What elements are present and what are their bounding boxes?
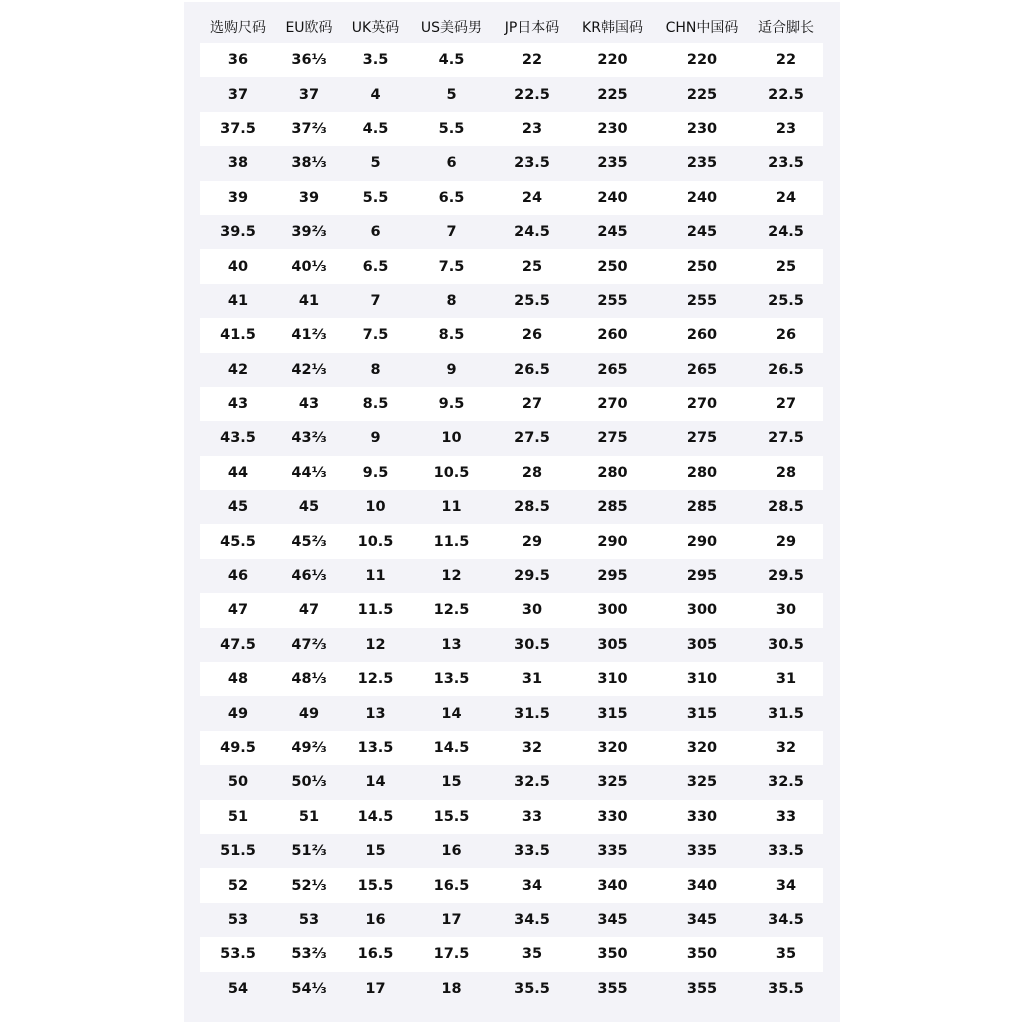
cell-uk-size: 5.5 [342,181,409,215]
cell-kr-size: 345 [570,903,655,937]
cell-selected-size: 38 [200,146,276,180]
table-row [200,284,823,318]
cell-chn-size: 270 [655,387,749,421]
cell-foot-length: 23.5 [749,146,823,180]
cell-selected-size: 43.5 [200,421,276,455]
cell-jp-size: 26 [494,318,570,352]
table-row [200,903,823,937]
cell-eu-size: 52⅓ [276,868,342,902]
cell-us-men-size: 17.5 [409,937,494,971]
cell-selected-size: 45.5 [200,524,276,558]
cell-chn-size: 260 [655,318,749,352]
cell-selected-size: 51 [200,800,276,834]
header-cell-chn-size: CHN中国码 [665,19,739,36]
cell-eu-size: 49 [276,696,342,730]
cell-us-men-size: 4.5 [409,43,494,77]
cell-eu-size: 54⅓ [276,972,342,1006]
cell-us-men-size: 8.5 [409,318,494,352]
cell-eu-size: 51⅔ [276,834,342,868]
cell-jp-size: 31 [494,662,570,696]
cell-us-men-size: 15 [409,765,494,799]
cell-foot-length: 29 [749,524,823,558]
table-row [200,662,823,696]
cell-foot-length: 32 [749,731,823,765]
table-row [200,353,823,387]
cell-eu-size: 49⅔ [276,731,342,765]
cell-selected-size: 47 [200,593,276,627]
header-cell-jp-size: JP日本码 [504,19,560,36]
cell-jp-size: 23 [494,112,570,146]
cell-foot-length: 27.5 [749,421,823,455]
cell-us-men-size: 12 [409,559,494,593]
cell-uk-size: 4 [342,77,409,111]
cell-jp-size: 35 [494,937,570,971]
cell-us-men-size: 14.5 [409,731,494,765]
cell-eu-size: 50⅓ [276,765,342,799]
cell-foot-length: 28.5 [749,490,823,524]
cell-eu-size: 47⅔ [276,628,342,662]
cell-us-men-size: 11.5 [409,524,494,558]
cell-jp-size: 24 [494,181,570,215]
cell-jp-size: 25 [494,249,570,283]
cell-us-men-size: 15.5 [409,800,494,834]
table-row [200,456,823,490]
cell-foot-length: 34.5 [749,903,823,937]
cell-uk-size: 6 [342,215,409,249]
cell-uk-size: 10.5 [342,524,409,558]
table-row [200,77,823,111]
cell-selected-size: 45 [200,490,276,524]
cell-foot-length: 34 [749,868,823,902]
table-row [200,181,823,215]
cell-foot-length: 26 [749,318,823,352]
cell-jp-size: 33 [494,800,570,834]
cell-foot-length: 33.5 [749,834,823,868]
cell-jp-size: 33.5 [494,834,570,868]
cell-uk-size: 15.5 [342,868,409,902]
cell-uk-size: 11.5 [342,593,409,627]
cell-uk-size: 11 [342,559,409,593]
cell-kr-size: 320 [570,731,655,765]
cell-kr-size: 270 [570,387,655,421]
cell-chn-size: 275 [655,421,749,455]
table-row [200,387,823,421]
cell-chn-size: 285 [655,490,749,524]
cell-jp-size: 30.5 [494,628,570,662]
cell-uk-size: 12.5 [342,662,409,696]
cell-chn-size: 220 [655,43,749,77]
table-row [200,421,823,455]
table-row [200,868,823,902]
cell-us-men-size: 5.5 [409,112,494,146]
cell-chn-size: 355 [655,972,749,1006]
cell-uk-size: 9.5 [342,456,409,490]
cell-selected-size: 51.5 [200,834,276,868]
cell-kr-size: 285 [570,490,655,524]
table-row [200,834,823,868]
table-row [200,731,823,765]
cell-us-men-size: 11 [409,490,494,524]
cell-foot-length: 30 [749,593,823,627]
header-cell-kr-size: KR韩国码 [582,19,643,36]
header-cell-eu-size: EU欧码 [285,19,333,36]
cell-eu-size: 38⅓ [276,146,342,180]
cell-kr-size: 305 [570,628,655,662]
cell-us-men-size: 16.5 [409,868,494,902]
table-row [200,937,823,971]
cell-eu-size: 51 [276,800,342,834]
table-row [200,593,823,627]
cell-jp-size: 22.5 [494,77,570,111]
cell-chn-size: 320 [655,731,749,765]
cell-kr-size: 300 [570,593,655,627]
cell-selected-size: 49.5 [200,731,276,765]
cell-foot-length: 32.5 [749,765,823,799]
table-row [200,249,823,283]
cell-selected-size: 39.5 [200,215,276,249]
cell-eu-size: 37 [276,77,342,111]
cell-uk-size: 10 [342,490,409,524]
cell-jp-size: 29.5 [494,559,570,593]
cell-selected-size: 49 [200,696,276,730]
cell-chn-size: 240 [655,181,749,215]
cell-uk-size: 16.5 [342,937,409,971]
cell-us-men-size: 14 [409,696,494,730]
cell-jp-size: 28 [494,456,570,490]
cell-selected-size: 50 [200,765,276,799]
cell-eu-size: 48⅓ [276,662,342,696]
cell-selected-size: 47.5 [200,628,276,662]
cell-us-men-size: 8 [409,284,494,318]
cell-foot-length: 25 [749,249,823,283]
cell-jp-size: 29 [494,524,570,558]
cell-us-men-size: 7 [409,215,494,249]
cell-selected-size: 52 [200,868,276,902]
cell-eu-size: 42⅓ [276,353,342,387]
cell-eu-size: 45⅔ [276,524,342,558]
table-row [200,800,823,834]
cell-foot-length: 26.5 [749,353,823,387]
cell-chn-size: 315 [655,696,749,730]
cell-chn-size: 235 [655,146,749,180]
cell-chn-size: 300 [655,593,749,627]
cell-kr-size: 220 [570,43,655,77]
cell-selected-size: 42 [200,353,276,387]
cell-jp-size: 23.5 [494,146,570,180]
cell-selected-size: 53.5 [200,937,276,971]
cell-kr-size: 355 [570,972,655,1006]
cell-uk-size: 8 [342,353,409,387]
cell-chn-size: 255 [655,284,749,318]
cell-chn-size: 340 [655,868,749,902]
cell-kr-size: 260 [570,318,655,352]
cell-kr-size: 340 [570,868,655,902]
cell-kr-size: 350 [570,937,655,971]
cell-us-men-size: 16 [409,834,494,868]
cell-kr-size: 265 [570,353,655,387]
cell-foot-length: 31.5 [749,696,823,730]
cell-kr-size: 250 [570,249,655,283]
cell-jp-size: 34 [494,868,570,902]
cell-us-men-size: 13.5 [409,662,494,696]
cell-selected-size: 46 [200,559,276,593]
cell-us-men-size: 10.5 [409,456,494,490]
cell-chn-size: 250 [655,249,749,283]
cell-us-men-size: 6.5 [409,181,494,215]
cell-foot-length: 35.5 [749,972,823,1006]
cell-uk-size: 8.5 [342,387,409,421]
cell-uk-size: 15 [342,834,409,868]
cell-eu-size: 39⅔ [276,215,342,249]
cell-uk-size: 6.5 [342,249,409,283]
cell-chn-size: 265 [655,353,749,387]
cell-jp-size: 32.5 [494,765,570,799]
header-cell-foot-length: 适合脚长 [758,19,814,36]
cell-us-men-size: 10 [409,421,494,455]
cell-selected-size: 37 [200,77,276,111]
header-cell-selected-size: 选购尺码 [210,19,266,36]
cell-us-men-size: 5 [409,77,494,111]
cell-foot-length: 29.5 [749,559,823,593]
cell-jp-size: 32 [494,731,570,765]
cell-uk-size: 14.5 [342,800,409,834]
cell-eu-size: 46⅓ [276,559,342,593]
cell-uk-size: 14 [342,765,409,799]
cell-chn-size: 225 [655,77,749,111]
cell-eu-size: 43⅔ [276,421,342,455]
table-row [200,524,823,558]
cell-jp-size: 34.5 [494,903,570,937]
cell-selected-size: 37.5 [200,112,276,146]
cell-foot-length: 25.5 [749,284,823,318]
cell-jp-size: 27.5 [494,421,570,455]
cell-selected-size: 41 [200,284,276,318]
cell-chn-size: 350 [655,937,749,971]
cell-chn-size: 295 [655,559,749,593]
cell-foot-length: 22.5 [749,77,823,111]
cell-selected-size: 43 [200,387,276,421]
cell-kr-size: 240 [570,181,655,215]
cell-eu-size: 44⅓ [276,456,342,490]
cell-selected-size: 40 [200,249,276,283]
cell-selected-size: 39 [200,181,276,215]
cell-selected-size: 54 [200,972,276,1006]
cell-jp-size: 26.5 [494,353,570,387]
cell-jp-size: 30 [494,593,570,627]
cell-uk-size: 5 [342,146,409,180]
table-row [200,215,823,249]
cell-eu-size: 37⅔ [276,112,342,146]
table-row [200,318,823,352]
cell-chn-size: 345 [655,903,749,937]
cell-chn-size: 310 [655,662,749,696]
cell-us-men-size: 9.5 [409,387,494,421]
cell-uk-size: 9 [342,421,409,455]
table-row [200,972,823,1006]
cell-foot-length: 24 [749,181,823,215]
cell-us-men-size: 9 [409,353,494,387]
cell-jp-size: 24.5 [494,215,570,249]
cell-us-men-size: 18 [409,972,494,1006]
table-row [200,765,823,799]
table-row [200,696,823,730]
header-row [200,10,823,43]
size-rows [200,43,823,1006]
cell-kr-size: 325 [570,765,655,799]
cell-us-men-size: 6 [409,146,494,180]
cell-us-men-size: 7.5 [409,249,494,283]
cell-foot-length: 31 [749,662,823,696]
cell-kr-size: 230 [570,112,655,146]
cell-chn-size: 330 [655,800,749,834]
cell-eu-size: 53⅔ [276,937,342,971]
cell-uk-size: 3.5 [342,43,409,77]
cell-uk-size: 13.5 [342,731,409,765]
cell-eu-size: 45 [276,490,342,524]
cell-jp-size: 25.5 [494,284,570,318]
cell-chn-size: 280 [655,456,749,490]
cell-uk-size: 16 [342,903,409,937]
cell-foot-length: 23 [749,112,823,146]
cell-jp-size: 35.5 [494,972,570,1006]
cell-us-men-size: 13 [409,628,494,662]
cell-selected-size: 48 [200,662,276,696]
header-cell-uk-size: UK英码 [351,19,400,36]
cell-selected-size: 44 [200,456,276,490]
cell-selected-size: 53 [200,903,276,937]
cell-uk-size: 12 [342,628,409,662]
cell-chn-size: 230 [655,112,749,146]
cell-kr-size: 310 [570,662,655,696]
table-row [200,43,823,77]
table-row [200,559,823,593]
cell-kr-size: 275 [570,421,655,455]
cell-kr-size: 225 [570,77,655,111]
cell-selected-size: 41.5 [200,318,276,352]
cell-foot-length: 33 [749,800,823,834]
cell-jp-size: 22 [494,43,570,77]
cell-chn-size: 305 [655,628,749,662]
cell-uk-size: 7 [342,284,409,318]
cell-kr-size: 335 [570,834,655,868]
cell-uk-size: 17 [342,972,409,1006]
size-chart-table [200,10,823,1006]
cell-foot-length: 35 [749,937,823,971]
cell-eu-size: 36⅓ [276,43,342,77]
cell-kr-size: 295 [570,559,655,593]
cell-eu-size: 41 [276,284,342,318]
header-cell-us-men-size: US美码男 [420,19,483,36]
cell-kr-size: 330 [570,800,655,834]
cell-foot-length: 24.5 [749,215,823,249]
table-row [200,628,823,662]
cell-foot-length: 28 [749,456,823,490]
cell-chn-size: 325 [655,765,749,799]
cell-kr-size: 280 [570,456,655,490]
cell-eu-size: 40⅓ [276,249,342,283]
cell-us-men-size: 17 [409,903,494,937]
table-row [200,146,823,180]
cell-uk-size: 13 [342,696,409,730]
cell-eu-size: 39 [276,181,342,215]
cell-eu-size: 53 [276,903,342,937]
cell-uk-size: 4.5 [342,112,409,146]
cell-foot-length: 27 [749,387,823,421]
cell-eu-size: 47 [276,593,342,627]
cell-uk-size: 7.5 [342,318,409,352]
cell-foot-length: 30.5 [749,628,823,662]
cell-us-men-size: 12.5 [409,593,494,627]
cell-jp-size: 28.5 [494,490,570,524]
cell-chn-size: 290 [655,524,749,558]
table-row [200,490,823,524]
table-row [200,112,823,146]
cell-selected-size: 36 [200,43,276,77]
cell-chn-size: 335 [655,834,749,868]
cell-eu-size: 41⅔ [276,318,342,352]
cell-jp-size: 31.5 [494,696,570,730]
cell-kr-size: 245 [570,215,655,249]
cell-kr-size: 235 [570,146,655,180]
cell-foot-length: 22 [749,43,823,77]
cell-kr-size: 290 [570,524,655,558]
cell-jp-size: 27 [494,387,570,421]
cell-kr-size: 315 [570,696,655,730]
cell-kr-size: 255 [570,284,655,318]
cell-chn-size: 245 [655,215,749,249]
cell-eu-size: 43 [276,387,342,421]
